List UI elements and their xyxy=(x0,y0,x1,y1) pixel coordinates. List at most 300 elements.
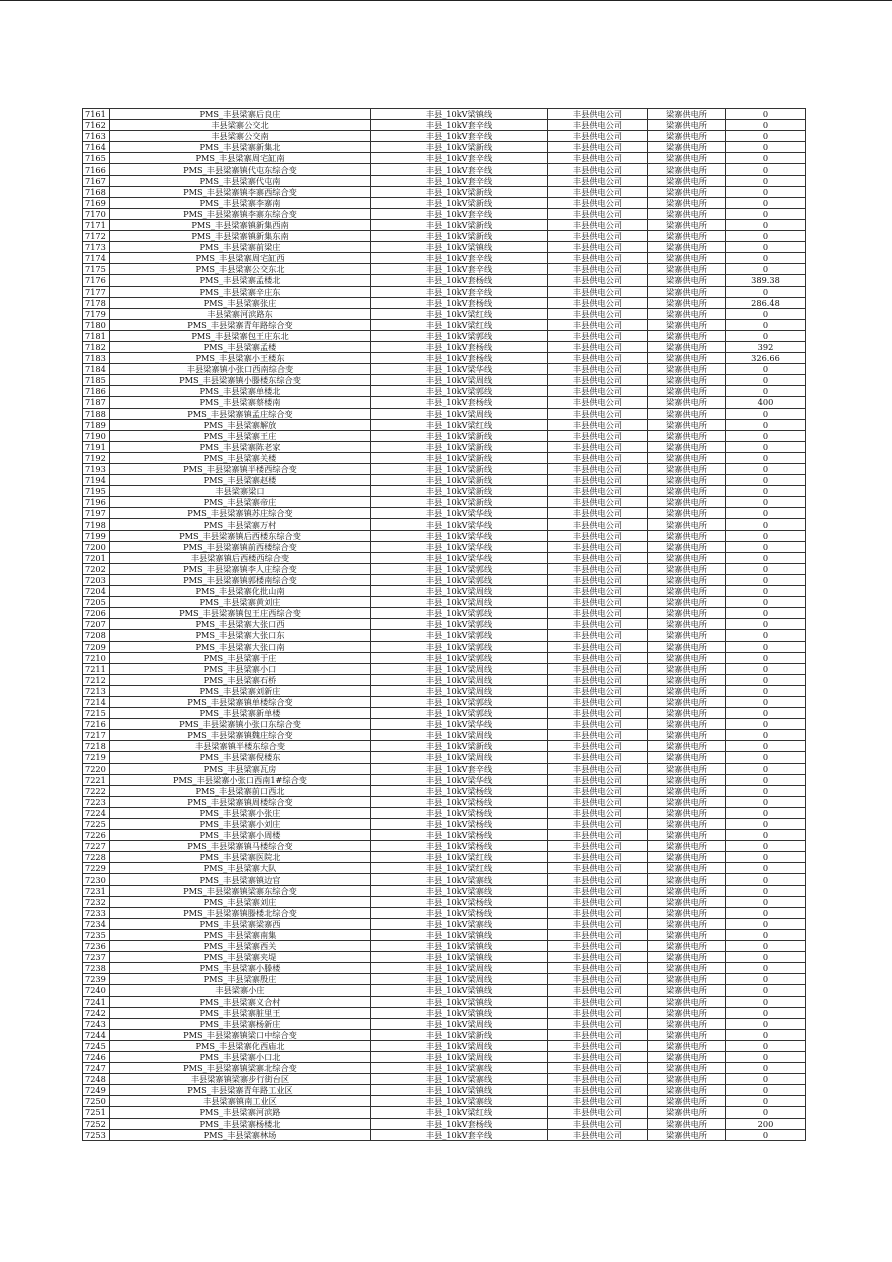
station-name-cell: PMS_丰县梁寨前口西北 xyxy=(110,785,371,796)
supply-office-cell: 梁寨供电所 xyxy=(648,519,726,530)
feeder-line-cell: 丰县_10kV梁郭线 xyxy=(371,630,548,641)
table-row xyxy=(83,863,806,874)
station-name-cell: 丰县梁寨镇小张口西南综合变 xyxy=(110,364,371,375)
company-cell: 丰县供电公司 xyxy=(548,464,648,475)
capacity-cell: 326.66 xyxy=(726,353,806,364)
company-cell: 丰县供电公司 xyxy=(548,785,648,796)
station-name-cell: PMS_丰县梁寨青年路综合变 xyxy=(110,319,371,330)
supply-office-cell: 梁寨供电所 xyxy=(648,896,726,907)
feeder-line-cell: 丰县_10kV套辛线 xyxy=(371,264,548,275)
station-name-cell: PMS_丰县梁寨前梁庄 xyxy=(110,242,371,253)
table-row xyxy=(83,164,806,175)
capacity-cell: 0 xyxy=(726,785,806,796)
supply-office-cell: 梁寨供电所 xyxy=(648,630,726,641)
feeder-line-cell: 丰县_10kV梁镇线 xyxy=(371,985,548,996)
row-index-cell: 7183 xyxy=(83,353,110,364)
row-index-cell: 7164 xyxy=(83,142,110,153)
station-name-cell: PMS_丰县梁寨于庄 xyxy=(110,652,371,663)
capacity-cell: 0 xyxy=(726,929,806,940)
station-name-cell: PMS_丰县梁寨镇梁寨北综合变 xyxy=(110,1063,371,1074)
capacity-cell: 0 xyxy=(726,852,806,863)
table-row xyxy=(83,419,806,430)
capacity-cell: 0 xyxy=(726,375,806,386)
company-cell: 丰县供电公司 xyxy=(548,120,648,131)
capacity-cell: 0 xyxy=(726,253,806,264)
feeder-line-cell: 丰县_10kV梁郭线 xyxy=(371,708,548,719)
supply-office-cell: 梁寨供电所 xyxy=(648,475,726,486)
row-index-cell: 7244 xyxy=(83,1029,110,1040)
feeder-line-cell: 丰县_10kV梁华线 xyxy=(371,364,548,375)
row-index-cell: 7224 xyxy=(83,807,110,818)
table-row xyxy=(83,841,806,852)
table-row xyxy=(83,353,806,364)
feeder-line-cell: 丰县_10kV梁郭线 xyxy=(371,608,548,619)
company-cell: 丰县供电公司 xyxy=(548,563,648,574)
supply-office-cell: 梁寨供电所 xyxy=(648,197,726,208)
company-cell: 丰县供电公司 xyxy=(548,231,648,242)
table-row xyxy=(83,120,806,131)
company-cell: 丰县供电公司 xyxy=(548,1018,648,1029)
station-name-cell: PMS_丰县梁寨梁寨西 xyxy=(110,918,371,929)
company-cell: 丰县供电公司 xyxy=(548,353,648,364)
capacity-cell: 0 xyxy=(726,219,806,230)
feeder-line-cell: 丰县_10kV梁杨线 xyxy=(371,896,548,907)
company-cell: 丰县供电公司 xyxy=(548,708,648,719)
feeder-line-cell: 丰县_10kV套辛线 xyxy=(371,253,548,264)
supply-office-cell: 梁寨供电所 xyxy=(648,696,726,707)
company-cell: 丰县供电公司 xyxy=(548,774,648,785)
company-cell: 丰县供电公司 xyxy=(548,552,648,563)
capacity-cell: 0 xyxy=(726,941,806,952)
table-row xyxy=(83,663,806,674)
supply-office-cell: 梁寨供电所 xyxy=(648,1063,726,1074)
table-row xyxy=(83,696,806,707)
capacity-cell: 0 xyxy=(726,242,806,253)
feeder-line-cell: 丰县_10kV梁郭线 xyxy=(371,652,548,663)
feeder-line-cell: 丰县_10kV梁华线 xyxy=(371,719,548,730)
feeder-line-cell: 丰县_10kV梁杨线 xyxy=(371,785,548,796)
station-name-cell: PMS_丰县梁寨倪楼东 xyxy=(110,752,371,763)
station-name-cell: PMS_丰县梁寨小口 xyxy=(110,663,371,674)
supply-office-cell: 梁寨供电所 xyxy=(648,208,726,219)
station-name-cell: PMS_丰县梁寨镇李寨西综合变 xyxy=(110,186,371,197)
supply-office-cell: 梁寨供电所 xyxy=(648,186,726,197)
table-row xyxy=(83,608,806,619)
capacity-cell: 0 xyxy=(726,830,806,841)
supply-office-cell: 梁寨供电所 xyxy=(648,752,726,763)
station-name-cell: PMS_丰县梁寨孟楼北 xyxy=(110,275,371,286)
station-name-cell: PMS_丰县梁寨单楼北 xyxy=(110,386,371,397)
company-cell: 丰县供电公司 xyxy=(548,164,648,175)
supply-office-cell: 梁寨供电所 xyxy=(648,242,726,253)
company-cell: 丰县供电公司 xyxy=(548,297,648,308)
table-row xyxy=(83,131,806,142)
station-name-cell: PMS_丰县梁寨西关 xyxy=(110,941,371,952)
table-row xyxy=(83,519,806,530)
table-row xyxy=(83,175,806,186)
feeder-line-cell: 丰县_10kV梁新线 xyxy=(371,197,548,208)
supply-office-cell: 梁寨供电所 xyxy=(648,1129,726,1140)
row-index-cell: 7229 xyxy=(83,863,110,874)
row-index-cell: 7252 xyxy=(83,1118,110,1129)
table-row xyxy=(83,186,806,197)
feeder-line-cell: 丰县_10kV梁红线 xyxy=(371,852,548,863)
row-index-cell: 7193 xyxy=(83,464,110,475)
station-name-cell: PMS_丰县梁寨镇半楼西综合变 xyxy=(110,464,371,475)
table-row xyxy=(83,1074,806,1085)
supply-office-cell: 梁寨供电所 xyxy=(648,685,726,696)
supply-office-cell: 梁寨供电所 xyxy=(648,1107,726,1118)
supply-office-cell: 梁寨供电所 xyxy=(648,142,726,153)
company-cell: 丰县供电公司 xyxy=(548,408,648,419)
supply-office-cell: 梁寨供电所 xyxy=(648,918,726,929)
supply-office-cell: 梁寨供电所 xyxy=(648,885,726,896)
data-sheet xyxy=(82,108,805,1141)
feeder-line-cell: 丰县_10kV梁镇线 xyxy=(371,952,548,963)
row-index-cell: 7240 xyxy=(83,985,110,996)
supply-office-cell: 梁寨供电所 xyxy=(648,441,726,452)
supply-office-cell: 梁寨供电所 xyxy=(648,508,726,519)
capacity-cell: 0 xyxy=(726,1018,806,1029)
row-index-cell: 7205 xyxy=(83,597,110,608)
station-name-cell: PMS_丰县梁寨镇苏庄综合变 xyxy=(110,508,371,519)
row-index-cell: 7225 xyxy=(83,819,110,830)
supply-office-cell: 梁寨供电所 xyxy=(648,375,726,386)
supply-office-cell: 梁寨供电所 xyxy=(648,641,726,652)
row-index-cell: 7209 xyxy=(83,641,110,652)
table-row xyxy=(83,830,806,841)
table-row xyxy=(83,219,806,230)
table-row xyxy=(83,774,806,785)
table-row xyxy=(83,929,806,940)
transformer-table xyxy=(82,108,806,1141)
supply-office-cell: 梁寨供电所 xyxy=(648,874,726,885)
station-name-cell: PMS_丰县梁寨镇新集东南 xyxy=(110,231,371,242)
company-cell: 丰县供电公司 xyxy=(548,541,648,552)
company-cell: 丰县供电公司 xyxy=(548,819,648,830)
station-name-cell: PMS_丰县梁寨蔡楼南 xyxy=(110,397,371,408)
station-name-cell: 丰县梁寨公交北 xyxy=(110,120,371,131)
row-index-cell: 7204 xyxy=(83,586,110,597)
supply-office-cell: 梁寨供电所 xyxy=(648,963,726,974)
table-row xyxy=(83,674,806,685)
row-index-cell: 7182 xyxy=(83,341,110,352)
supply-office-cell: 梁寨供电所 xyxy=(648,907,726,918)
row-index-cell: 7211 xyxy=(83,663,110,674)
supply-office-cell: 梁寨供电所 xyxy=(648,153,726,164)
row-index-cell: 7177 xyxy=(83,286,110,297)
company-cell: 丰县供电公司 xyxy=(548,719,648,730)
capacity-cell: 0 xyxy=(726,896,806,907)
capacity-cell: 0 xyxy=(726,1085,806,1096)
feeder-line-cell: 丰县_10kV套辛线 xyxy=(371,286,548,297)
company-cell: 丰县供电公司 xyxy=(548,508,648,519)
row-index-cell: 7220 xyxy=(83,763,110,774)
row-index-cell: 7218 xyxy=(83,741,110,752)
supply-office-cell: 梁寨供电所 xyxy=(648,552,726,563)
row-index-cell: 7188 xyxy=(83,408,110,419)
feeder-line-cell: 丰县_10kV梁新线 xyxy=(371,231,548,242)
supply-office-cell: 梁寨供电所 xyxy=(648,1051,726,1062)
row-index-cell: 7222 xyxy=(83,785,110,796)
feeder-line-cell: 丰县_10kV梁郭线 xyxy=(371,619,548,630)
capacity-cell: 0 xyxy=(726,319,806,330)
supply-office-cell: 梁寨供电所 xyxy=(648,830,726,841)
station-name-cell: PMS_丰县梁寨南集 xyxy=(110,929,371,940)
company-cell: 丰县供电公司 xyxy=(548,907,648,918)
table-row xyxy=(83,996,806,1007)
capacity-cell: 0 xyxy=(726,164,806,175)
row-index-cell: 7195 xyxy=(83,486,110,497)
feeder-line-cell: 丰县_10kV梁华线 xyxy=(371,774,548,785)
company-cell: 丰县供电公司 xyxy=(548,175,648,186)
capacity-cell: 0 xyxy=(726,264,806,275)
company-cell: 丰县供电公司 xyxy=(548,486,648,497)
supply-office-cell: 梁寨供电所 xyxy=(648,996,726,1007)
feeder-line-cell: 丰县_10kV梁杨线 xyxy=(371,841,548,852)
supply-office-cell: 梁寨供电所 xyxy=(648,386,726,397)
row-index-cell: 7169 xyxy=(83,197,110,208)
station-name-cell: PMS_丰县梁寨小滕楼 xyxy=(110,963,371,974)
station-name-cell: 丰县梁寨镇梁寨步行街台区 xyxy=(110,1074,371,1085)
station-name-cell: PMS_丰县梁寨杨楼北 xyxy=(110,1118,371,1129)
table-row xyxy=(83,586,806,597)
row-index-cell: 7192 xyxy=(83,452,110,463)
table-row xyxy=(83,819,806,830)
station-name-cell: PMS_丰县梁寨镇滕楼北综合变 xyxy=(110,907,371,918)
supply-office-cell: 梁寨供电所 xyxy=(648,774,726,785)
company-cell: 丰县供电公司 xyxy=(548,574,648,585)
station-name-cell: PMS_丰县梁寨孟楼 xyxy=(110,341,371,352)
supply-office-cell: 梁寨供电所 xyxy=(648,719,726,730)
station-name-cell: PMS_丰县梁寨小刘庄 xyxy=(110,819,371,830)
station-name-cell: PMS_丰县梁寨镇代屯东综合变 xyxy=(110,164,371,175)
station-name-cell: PMS_丰县梁寨林场 xyxy=(110,1129,371,1140)
row-index-cell: 7210 xyxy=(83,652,110,663)
feeder-line-cell: 丰县_10kV梁红线 xyxy=(371,308,548,319)
feeder-line-cell: 丰县_10kV梁杨线 xyxy=(371,830,548,841)
company-cell: 丰县供电公司 xyxy=(548,364,648,375)
table-row xyxy=(83,563,806,574)
feeder-line-cell: 丰县_10kV梁新线 xyxy=(371,441,548,452)
row-index-cell: 7202 xyxy=(83,563,110,574)
row-index-cell: 7189 xyxy=(83,419,110,430)
table-row xyxy=(83,541,806,552)
table-row xyxy=(83,486,806,497)
company-cell: 丰县供电公司 xyxy=(548,586,648,597)
company-cell: 丰县供电公司 xyxy=(548,1118,648,1129)
table-row xyxy=(83,641,806,652)
row-index-cell: 7194 xyxy=(83,475,110,486)
capacity-cell: 0 xyxy=(726,153,806,164)
capacity-cell: 0 xyxy=(726,763,806,774)
row-index-cell: 7217 xyxy=(83,730,110,741)
table-row xyxy=(83,874,806,885)
station-name-cell: 丰县梁寨公交南 xyxy=(110,131,371,142)
capacity-cell: 0 xyxy=(726,364,806,375)
capacity-cell: 0 xyxy=(726,963,806,974)
table-row xyxy=(83,907,806,918)
table-row xyxy=(83,1018,806,1029)
table-row xyxy=(83,619,806,630)
feeder-line-cell: 丰县_10kV梁镇线 xyxy=(371,941,548,952)
station-name-cell: PMS_丰县梁寨青年路工业区 xyxy=(110,1085,371,1096)
capacity-cell: 0 xyxy=(726,796,806,807)
row-index-cell: 7175 xyxy=(83,264,110,275)
table-row xyxy=(83,1063,806,1074)
company-cell: 丰县供电公司 xyxy=(548,619,648,630)
supply-office-cell: 梁寨供电所 xyxy=(648,863,726,874)
station-name-cell: PMS_丰县梁寨瓦房 xyxy=(110,763,371,774)
feeder-line-cell: 丰县_10kV梁周线 xyxy=(371,1018,548,1029)
supply-office-cell: 梁寨供电所 xyxy=(648,1085,726,1096)
capacity-cell: 0 xyxy=(726,541,806,552)
supply-office-cell: 梁寨供电所 xyxy=(648,785,726,796)
capacity-cell: 0 xyxy=(726,985,806,996)
feeder-line-cell: 丰县_10kV梁寨线 xyxy=(371,1096,548,1107)
company-cell: 丰县供电公司 xyxy=(548,430,648,441)
station-name-cell: PMS_丰县梁寨大张口南 xyxy=(110,641,371,652)
row-index-cell: 7235 xyxy=(83,929,110,940)
table-row xyxy=(83,319,806,330)
company-cell: 丰县供电公司 xyxy=(548,730,648,741)
feeder-line-cell: 丰县_10kV梁周线 xyxy=(371,1051,548,1062)
company-cell: 丰县供电公司 xyxy=(548,341,648,352)
capacity-cell: 200 xyxy=(726,1118,806,1129)
capacity-cell: 0 xyxy=(726,475,806,486)
feeder-line-cell: 丰县_10kV梁周线 xyxy=(371,730,548,741)
row-index-cell: 7190 xyxy=(83,430,110,441)
station-name-cell: PMS_丰县梁寨陈老家 xyxy=(110,441,371,452)
station-name-cell: PMS_丰县梁寨刘庄 xyxy=(110,896,371,907)
supply-office-cell: 梁寨供电所 xyxy=(648,619,726,630)
feeder-line-cell: 丰县_10kV梁杨线 xyxy=(371,907,548,918)
feeder-line-cell: 丰县_10kV套辛线 xyxy=(371,131,548,142)
company-cell: 丰县供电公司 xyxy=(548,441,648,452)
capacity-cell: 0 xyxy=(726,1007,806,1018)
table-row xyxy=(83,1007,806,1018)
capacity-cell: 0 xyxy=(726,841,806,852)
company-cell: 丰县供电公司 xyxy=(548,752,648,763)
feeder-line-cell: 丰县_10kV梁新线 xyxy=(371,741,548,752)
feeder-line-cell: 丰县_10kV套杨线 xyxy=(371,353,548,364)
feeder-line-cell: 丰县_10kV梁华线 xyxy=(371,541,548,552)
row-index-cell: 7207 xyxy=(83,619,110,630)
station-name-cell: PMS_丰县梁寨刘新庄 xyxy=(110,685,371,696)
feeder-line-cell: 丰县_10kV梁华线 xyxy=(371,519,548,530)
supply-office-cell: 梁寨供电所 xyxy=(648,120,726,131)
station-name-cell: PMS_丰县梁寨张庄 xyxy=(110,297,371,308)
station-name-cell: PMS_丰县梁寨殷庄 xyxy=(110,974,371,985)
company-cell: 丰县供电公司 xyxy=(548,109,648,120)
feeder-line-cell: 丰县_10kV梁红线 xyxy=(371,1107,548,1118)
table-row xyxy=(83,341,806,352)
capacity-cell: 0 xyxy=(726,696,806,707)
feeder-line-cell: 丰县_10kV套辛线 xyxy=(371,153,548,164)
company-cell: 丰县供电公司 xyxy=(548,197,648,208)
station-name-cell: PMS_丰县梁寨脏里王 xyxy=(110,1007,371,1018)
company-cell: 丰县供电公司 xyxy=(548,519,648,530)
station-name-cell: PMS_丰县梁寨镇单楼综合变 xyxy=(110,696,371,707)
table-row xyxy=(83,153,806,164)
station-name-cell: PMS_丰县梁寨周宅缸西 xyxy=(110,253,371,264)
station-name-cell: 丰县梁寨镇后西楼西综合变 xyxy=(110,552,371,563)
capacity-cell: 0 xyxy=(726,974,806,985)
supply-office-cell: 梁寨供电所 xyxy=(648,929,726,940)
row-index-cell: 7163 xyxy=(83,131,110,142)
company-cell: 丰县供电公司 xyxy=(548,996,648,1007)
supply-office-cell: 梁寨供电所 xyxy=(648,264,726,275)
feeder-line-cell: 丰县_10kV梁杨线 xyxy=(371,796,548,807)
capacity-cell: 0 xyxy=(726,386,806,397)
row-index-cell: 7181 xyxy=(83,330,110,341)
supply-office-cell: 梁寨供电所 xyxy=(648,297,726,308)
row-index-cell: 7187 xyxy=(83,397,110,408)
feeder-line-cell: 丰县_10kV梁新线 xyxy=(371,142,548,153)
supply-office-cell: 梁寨供电所 xyxy=(648,663,726,674)
supply-office-cell: 梁寨供电所 xyxy=(648,452,726,463)
capacity-cell: 0 xyxy=(726,508,806,519)
feeder-line-cell: 丰县_10kV梁郭线 xyxy=(371,330,548,341)
station-name-cell: PMS_丰县梁寨义合村 xyxy=(110,996,371,1007)
station-name-cell: PMS_丰县梁寨解放 xyxy=(110,419,371,430)
station-name-cell: PMS_丰县梁寨镇孟庄综合变 xyxy=(110,408,371,419)
feeder-line-cell: 丰县_10kV梁红线 xyxy=(371,419,548,430)
capacity-cell: 0 xyxy=(726,885,806,896)
company-cell: 丰县供电公司 xyxy=(548,319,648,330)
supply-office-cell: 梁寨供电所 xyxy=(648,464,726,475)
station-name-cell: PMS_丰县梁寨镇梁寨东综合变 xyxy=(110,885,371,896)
row-index-cell: 7185 xyxy=(83,375,110,386)
station-name-cell: PMS_丰县梁寨新集北 xyxy=(110,142,371,153)
table-row xyxy=(83,985,806,996)
feeder-line-cell: 丰县_10kV梁杨线 xyxy=(371,807,548,818)
company-cell: 丰县供电公司 xyxy=(548,763,648,774)
table-row xyxy=(83,752,806,763)
company-cell: 丰县供电公司 xyxy=(548,253,648,264)
station-name-cell: PMS_丰县梁寨镇新集西南 xyxy=(110,219,371,230)
supply-office-cell: 梁寨供电所 xyxy=(648,730,726,741)
capacity-cell: 0 xyxy=(726,1051,806,1062)
supply-office-cell: 梁寨供电所 xyxy=(648,741,726,752)
row-index-cell: 7197 xyxy=(83,508,110,519)
company-cell: 丰县供电公司 xyxy=(548,941,648,952)
company-cell: 丰县供电公司 xyxy=(548,1096,648,1107)
station-name-cell: PMS_丰县梁寨包王庄东北 xyxy=(110,330,371,341)
capacity-cell: 0 xyxy=(726,1029,806,1040)
station-name-cell: PMS_丰县梁寨大队 xyxy=(110,863,371,874)
company-cell: 丰县供电公司 xyxy=(548,286,648,297)
feeder-line-cell: 丰县_10kV梁郭线 xyxy=(371,563,548,574)
feeder-line-cell: 丰县_10kV梁新线 xyxy=(371,186,548,197)
feeder-line-cell: 丰县_10kV梁镇线 xyxy=(371,929,548,940)
capacity-cell: 0 xyxy=(726,464,806,475)
row-index-cell: 7208 xyxy=(83,630,110,641)
row-index-cell: 7251 xyxy=(83,1107,110,1118)
table-row xyxy=(83,231,806,242)
company-cell: 丰县供电公司 xyxy=(548,1007,648,1018)
row-index-cell: 7226 xyxy=(83,830,110,841)
supply-office-cell: 梁寨供电所 xyxy=(648,574,726,585)
feeder-line-cell: 丰县_10kV梁华线 xyxy=(371,552,548,563)
company-cell: 丰县供电公司 xyxy=(548,696,648,707)
station-name-cell: PMS_丰县梁寨小张庄 xyxy=(110,807,371,818)
supply-office-cell: 梁寨供电所 xyxy=(648,852,726,863)
supply-office-cell: 梁寨供电所 xyxy=(648,941,726,952)
row-index-cell: 7167 xyxy=(83,175,110,186)
station-name-cell: PMS_丰县梁寨石桥 xyxy=(110,674,371,685)
feeder-line-cell: 丰县_10kV套辛线 xyxy=(371,175,548,186)
